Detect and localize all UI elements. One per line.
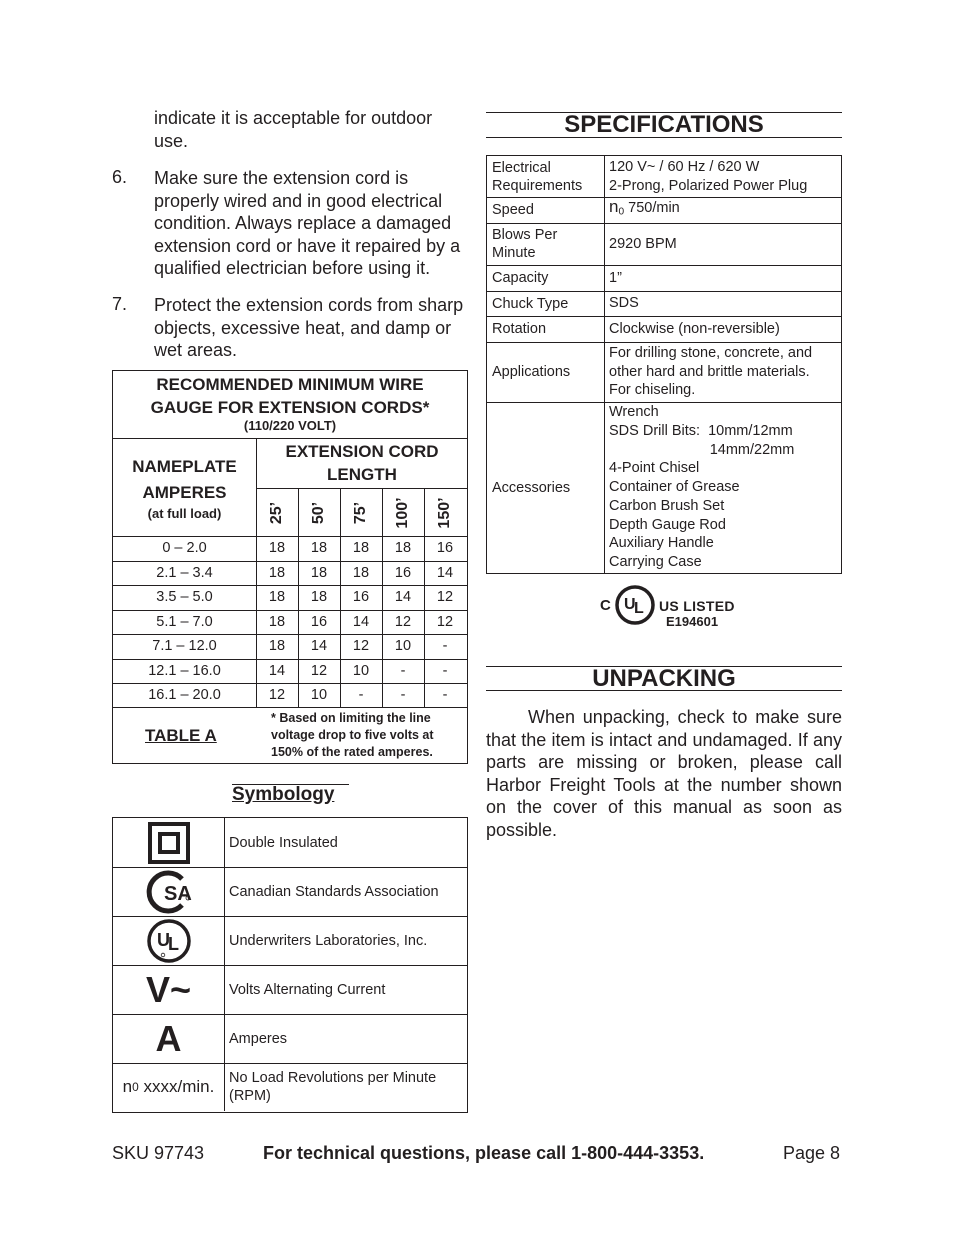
symbology-text: No Load Revolutions per Minute (RPM) — [229, 1070, 437, 1104]
gauge-cell: 18 — [268, 638, 286, 654]
spec-key: Applications — [492, 364, 571, 380]
specifications-title: SPECIFICATIONS — [564, 111, 764, 138]
table-row — [113, 585, 467, 610]
gauge-cell: 18 — [268, 589, 286, 605]
spec-value: Wrench SDS Drill Bits: 10mm/12mm 14mm/22mm 4-Point Chisel Container of Grease Carbon Brush Set Depth Gauge Rod Auxiliary Handle Carrying Case — [609, 403, 795, 571]
symbology-text: Double Insulated — [229, 834, 338, 851]
length-header: 50’ — [310, 501, 327, 524]
gauge-cell: 18 — [268, 613, 286, 630]
symbology-row — [113, 1014, 467, 1063]
gauge-cell: 12 — [436, 613, 454, 630]
gauge-cell: 18 — [268, 564, 286, 581]
table-row — [113, 610, 467, 635]
gauge-cell: 16 — [310, 613, 328, 630]
svg-text:U: U — [156, 929, 170, 950]
symbology-row — [113, 867, 467, 916]
symbology-row — [113, 1063, 467, 1111]
table-row — [113, 683, 467, 708]
full-load-label: (at full load) — [147, 506, 222, 521]
symbology-row — [113, 965, 467, 1014]
length-header: 150’ — [436, 496, 453, 529]
symbology-table — [112, 817, 468, 1113]
list-item-number: 7. — [112, 294, 128, 314]
spec-value: 2920 BPM — [609, 235, 677, 252]
spec-row — [487, 156, 841, 197]
gauge-cell: 16 — [394, 564, 412, 581]
amperes-cell: 7.1 – 12.0 — [152, 638, 217, 654]
gauge-cell: 12 — [394, 613, 412, 630]
list-item-text: Protect the extension cords from sharp objects, excessive heat, and damp or wet areas. — [154, 295, 464, 360]
table-subtitle: (110/220 VOLT) — [243, 418, 337, 433]
table-row — [113, 659, 467, 684]
table-header — [113, 371, 467, 439]
spec-row — [487, 402, 841, 573]
footer-tech-support: For technical questions, please call 1-800-444-3353. — [263, 1143, 705, 1163]
symbology-row — [113, 916, 467, 965]
gauge-cell: 14 — [394, 589, 412, 605]
table-title-line1: RECOMMENDED MINIMUM WIRE — [156, 375, 424, 394]
ul-listed-label: US LISTED — [659, 598, 735, 614]
svg-text:U: U — [624, 596, 636, 613]
spec-row — [487, 342, 841, 402]
gauge-cell: 14 — [310, 638, 328, 654]
spec-value: 1” — [609, 269, 622, 286]
symbology-text: Canadian Standards Association — [229, 883, 439, 900]
unpacking-bottom-rule — [486, 690, 842, 691]
ul-file-number: E194601 — [666, 614, 719, 629]
gauge-cell: 12 — [352, 638, 370, 654]
spec-key: Capacity — [492, 270, 549, 286]
table-row — [113, 561, 467, 586]
ul-icon — [611, 584, 659, 626]
length-header: 75’ — [352, 501, 369, 524]
gauge-cell: 16 — [436, 540, 454, 556]
spec-row — [487, 316, 841, 342]
symbology-text: Underwriters Laboratories, Inc. — [229, 932, 428, 949]
amperes-icon: A — [113, 1014, 225, 1063]
gauge-cell: 10 — [310, 687, 328, 703]
gauge-cell: - — [442, 638, 448, 654]
gauge-cell: 18 — [352, 540, 370, 556]
gauge-cell: 18 — [310, 589, 328, 605]
unpacking-text: When unpacking, check to make sure that the item is intact and undamaged. If any parts are missing or broken, please call Harbor Freight Tools at the number shown on the cover of this manual as soon as possible. — [486, 707, 842, 840]
symbology-title: Symbology — [232, 784, 335, 805]
amperes-cell: 0 – 2.0 — [162, 540, 207, 556]
amperes-cell: 3.5 – 5.0 — [156, 589, 213, 605]
nameplate-label: NAMEPLATE — [132, 457, 237, 476]
footer-page-number: Page 8 — [783, 1143, 841, 1163]
no-load-rpm-icon: n 0 xxxx/min. — [113, 1063, 225, 1111]
gauge-cell: - — [442, 687, 448, 703]
intro-text: indicate it is acceptable for outdoor use. — [154, 108, 433, 151]
csa-icon — [113, 867, 225, 916]
footer-sku: SKU 97743 — [112, 1143, 205, 1163]
gauge-cell: 12 — [268, 687, 286, 703]
table-label: TABLE A — [145, 726, 217, 745]
amperes-cell: 5.1 – 7.0 — [156, 613, 213, 630]
svg-text:L: L — [167, 933, 179, 954]
gauge-cell: 18 — [268, 540, 286, 556]
gauge-cell: 10 — [394, 638, 412, 654]
gauge-cell: 18 — [310, 540, 328, 556]
gauge-cell: 12 — [436, 589, 454, 605]
svg-text:SA: SA — [163, 882, 192, 905]
table-footnote: * Based on limiting the line voltage drop to five volts at 150% of the rated amperes. — [271, 711, 434, 759]
spec-key: Rotation — [492, 321, 547, 337]
specifications-bottom-rule — [486, 137, 842, 138]
double-insulated-icon — [113, 818, 225, 867]
volts-ac-icon: V~ — [113, 965, 225, 1014]
unpacking-title: UNPACKING — [592, 665, 736, 692]
spec-value: $n_0$ 750/min — [609, 196, 680, 218]
gauge-cell: - — [400, 687, 406, 703]
spec-row — [487, 223, 841, 265]
amperes-label: AMPERES — [142, 483, 227, 502]
gauge-cell: 14 — [436, 564, 454, 581]
amperes-cell: 16.1 – 20.0 — [148, 687, 221, 703]
spec-value: 120 V~ / 60 Hz / 620 W 2-Prong, Polarized Power Plug — [609, 158, 808, 194]
gauge-cell: - — [400, 662, 406, 679]
spec-value: For drilling stone, concrete, and other hard and brittle materials. For chiseling. — [609, 344, 818, 399]
table-row — [113, 536, 467, 561]
spec-row — [487, 291, 841, 316]
symbology-text: Amperes — [229, 1030, 288, 1047]
symbology-text: Volts Alternating Current — [229, 981, 386, 998]
spec-row — [487, 265, 841, 291]
spec-key: Speed — [492, 202, 534, 218]
nameplate-amperes-header — [113, 438, 257, 536]
table-row — [113, 634, 467, 659]
gauge-cell: - — [358, 687, 364, 703]
gauge-cell: 18 — [394, 540, 412, 556]
gauge-cell: 14 — [352, 613, 370, 630]
wire-gauge-table — [112, 370, 468, 764]
gauge-cell: 18 — [352, 564, 370, 581]
spec-value: SDS — [609, 295, 639, 312]
list-item-text: Make sure the extension cord is properly wired and in good electrical condition. Always replace a damaged extension cord or have it repaired by a qualified electrician before using it. — [154, 168, 461, 278]
spec-key: Chuck Type — [492, 295, 569, 312]
symbology-row — [113, 818, 467, 867]
gauge-cell: 12 — [310, 662, 328, 679]
amperes-cell: 12.1 – 16.0 — [148, 662, 221, 679]
gauge-cell: 18 — [310, 564, 328, 581]
ul-listed-mark — [598, 584, 738, 632]
gauge-cell: 16 — [352, 589, 370, 605]
gauge-cell: - — [442, 662, 448, 679]
ul-c-letter: C — [600, 597, 611, 614]
gauge-cell: 10 — [352, 662, 370, 679]
spec-row — [487, 197, 841, 223]
table-footer — [113, 707, 467, 764]
length-header: 25’ — [268, 501, 285, 524]
spec-key: Blows Per Minute — [492, 227, 558, 261]
spec-key: Accessories — [492, 479, 571, 496]
table-title-line2: GAUGE FOR EXTENSION CORDS* — [150, 398, 430, 417]
amperes-cell: 2.1 – 3.4 — [156, 564, 213, 581]
list-item-number: 6. — [112, 167, 128, 187]
extension-cord-length-header: EXTENSION CORD LENGTH — [256, 438, 468, 489]
length-header: 100’ — [394, 496, 411, 529]
spec-value: Clockwise (non-reversible) — [609, 320, 780, 337]
svg-text:L: L — [634, 600, 644, 617]
ul-icon — [113, 916, 225, 965]
spec-key: Electrical Requirements — [492, 159, 583, 194]
specifications-table — [486, 155, 842, 574]
gauge-cell: 14 — [268, 662, 286, 679]
